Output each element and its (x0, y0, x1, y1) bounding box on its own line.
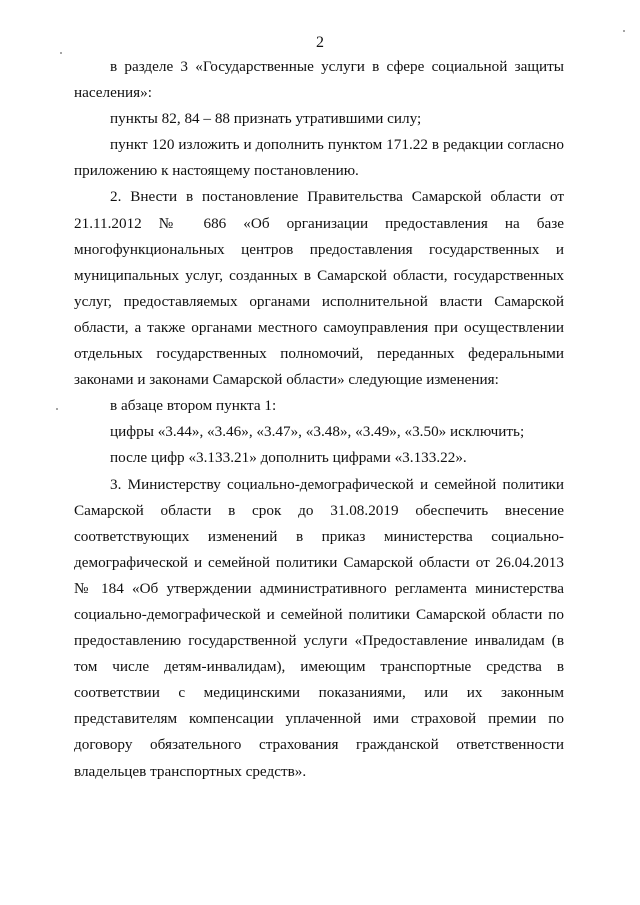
paragraph-item-2: 2. Внести в постановление Правительства Самарской области от 21.11.2012 № 686 «Об организации предоставления на базе многофункциональных центров предоставления государственных и муниципальных услуг, созданных в Самарской области, государственных услуг, предоставляемых органами исполнительной власти Самарской области, а также органами местного самоуправления при осуществлении отдельных государственных полномочий, переданных федеральными законами и законами Самарской области» следующие изменения: (74, 188, 564, 389)
paragraph-digits-add: после цифр «3.133.21» дополнить цифрами «3.133.22». (110, 449, 467, 467)
paragraph-digits-exclude: цифры «3.44», «3.46», «3.47», «3.48», «3.49», «3.50» исключить; (110, 423, 525, 441)
paragraph-points-void: пункты 82, 84 – 88 признать утратившими силу; (110, 110, 422, 128)
paragraph-section-3-heading: в разделе 3 «Государственные услуги в сфере социальной защиты населения»: (74, 58, 564, 102)
paragraph-abzac-2: в абзаце втором пункта 1: (110, 397, 277, 415)
paragraph-item-3: 3. Министерству социально-демографической и семейной политики Самарской области в срок до 31.08.2019 обеспечить внесение соответствующих изменений в приказ министерства социально-демографической и семейной политики Самарской области от 26.04.2013 № 184 «Об утверждении административного регламента министерства социально-демографической и семейной политики Самарской области по предоставлению государственной услуги «Предоставление инвалидам (в том числе детям-инвалидам), имеющим транспортные средства в соответствии с медицинскими показаниями, или их законным представителям компенсации уплаченной ими страховой премии по договору обязательного страхования гражданской ответственности владельцев транспортных средств». (74, 475, 564, 780)
document-body (74, 54, 564, 785)
scan-speck (623, 30, 625, 32)
scan-speck (56, 408, 58, 410)
scan-speck (60, 52, 62, 54)
page-number: 2 (316, 34, 324, 51)
paragraph-point-120: пункт 120 изложить и дополнить пунктом 171.22 в редакции согласно приложению к настоящему постановлению. (74, 136, 564, 180)
